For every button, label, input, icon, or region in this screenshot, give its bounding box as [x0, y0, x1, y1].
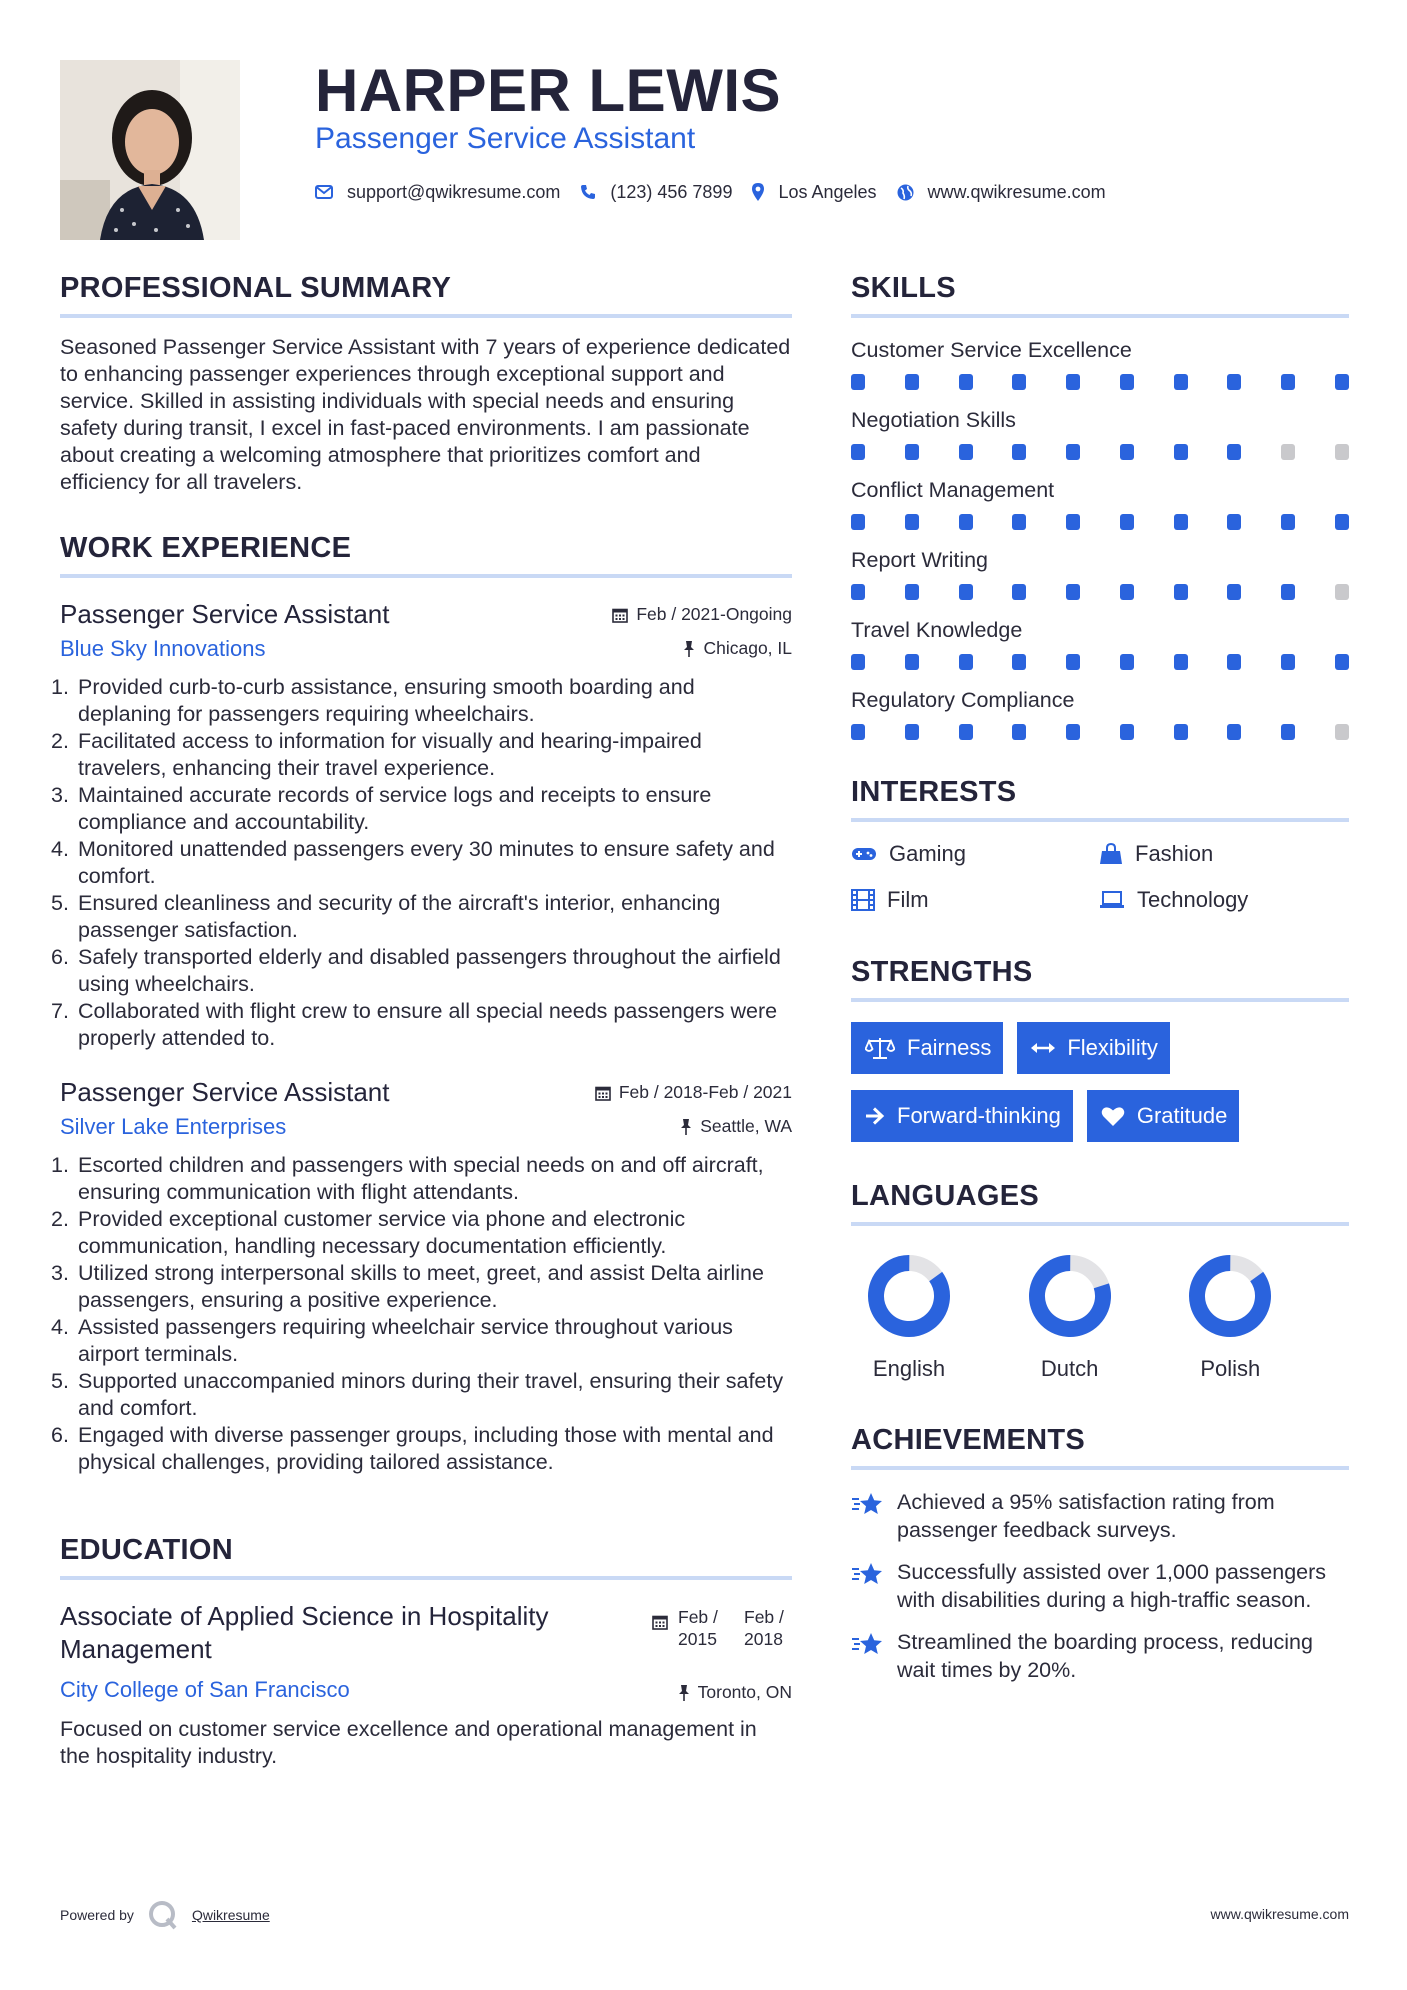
powered-by-label: Powered by: [60, 1907, 134, 1923]
heart-icon: [1101, 1106, 1125, 1127]
rating-dot-filled: [1066, 724, 1080, 740]
rating-dot-filled: [851, 654, 865, 670]
job-bullet: Facilitated access to information for visually and hearing-impaired travelers, enhancing their travel experience.: [78, 729, 702, 780]
job-location: [683, 638, 792, 659]
achievement-text: Streamlined the boarding process, reducing wait times by 20%.: [897, 1630, 1313, 1682]
rating-dot-filled: [905, 444, 919, 460]
contact-email-text: support@qwikresume.com: [347, 181, 561, 202]
job-location-text: Seattle, WA: [700, 1116, 792, 1136]
right-column: [851, 272, 1349, 1684]
contact-phone[interactable]: [580, 182, 732, 203]
arrow-right-icon: [865, 1107, 885, 1125]
interest-item: [1099, 884, 1347, 916]
interests-list: [851, 838, 1349, 916]
skill-rating: [851, 584, 1349, 600]
achievements-list: [851, 1488, 1349, 1684]
star-icon: [851, 1492, 883, 1518]
skill-item: [851, 686, 1349, 740]
rating-dot-filled: [851, 514, 865, 530]
education-dates: [652, 1606, 792, 1650]
strength-label: Gratitude: [1136, 1103, 1228, 1128]
star-icon: [851, 1632, 883, 1658]
rating-dot-filled: [1120, 444, 1134, 460]
contact-location-text: Los Angeles: [778, 181, 877, 202]
skill-item: [851, 476, 1349, 530]
strength-tag: [1087, 1090, 1240, 1142]
rating-dot-filled: [1066, 654, 1080, 670]
rating-dot-filled: [1281, 514, 1295, 530]
rating-dot-filled: [1281, 584, 1295, 600]
skill-name: Conflict Management: [851, 478, 1055, 502]
skills-list: [851, 336, 1349, 740]
rating-dot-filled: [1120, 374, 1134, 390]
rating-dot-filled: [1066, 514, 1080, 530]
skill-rating: [851, 654, 1349, 670]
rating-dot-filled: [1174, 584, 1188, 600]
education-location: [678, 1682, 792, 1703]
job-date: [612, 604, 792, 625]
interest-item: [1099, 838, 1347, 870]
strengths-list: [851, 1022, 1349, 1142]
skill-item: [851, 616, 1349, 670]
star-icon: [851, 1562, 883, 1588]
education-location-text: Toronto, ON: [697, 1682, 792, 1702]
balance-scale-icon: [865, 1037, 895, 1059]
rating-dot-filled: [1120, 584, 1134, 600]
envelope-icon: [315, 185, 333, 199]
job-company: Blue Sky Innovations: [60, 636, 266, 661]
language-level-ring: [1188, 1254, 1272, 1338]
strength-tag: [851, 1090, 1073, 1142]
profile-photo: [60, 60, 240, 240]
job-entry: [60, 596, 792, 1052]
job-date-text: Feb / 2018-Feb / 2021: [618, 1082, 792, 1102]
rating-dot-filled: [1120, 724, 1134, 740]
skill-item: [851, 336, 1349, 390]
ring-fill: [867, 1254, 951, 1338]
rating-dot-filled: [1281, 374, 1295, 390]
job-date-text: Feb / 2021-Ongoing: [636, 604, 792, 624]
education-entry: [60, 1600, 792, 1770]
job-bullet: Monitored unattended passengers every 30 minutes to ensure safety and comfort.: [78, 837, 775, 888]
achievement-text: Achieved a 95% satisfaction rating from passenger feedback surveys.: [897, 1490, 1275, 1542]
rating-dot-filled: [1066, 374, 1080, 390]
interests-heading: INTERESTS: [851, 776, 1349, 822]
skill-item: [851, 546, 1349, 600]
rating-dot-filled: [1227, 514, 1241, 530]
left-column: [60, 272, 792, 1770]
rating-dot-filled: [959, 514, 973, 530]
pin-icon: [680, 1119, 692, 1135]
job-bullet: Collaborated with flight crew to ensure all special needs passengers were properly attended to.: [78, 999, 778, 1050]
rating-dot-filled: [1120, 514, 1134, 530]
rating-dot-filled: [959, 584, 973, 600]
rating-dot-filled: [959, 724, 973, 740]
language-item: [1028, 1254, 1189, 1382]
job-bullet: Engaged with diverse passenger groups, including those with mental and physical challenges, providing tailored assistance.: [78, 1423, 774, 1474]
job-bullet: Utilized strong interpersonal skills to meet, greet, and assist Delta airline passengers, ensuring a positive experience.: [78, 1261, 764, 1312]
skill-rating: [851, 374, 1349, 390]
contact-website-text: www.qwikresume.com: [927, 181, 1106, 202]
map-marker-icon: [752, 183, 764, 201]
rating-dot-filled: [1281, 654, 1295, 670]
contact-email[interactable]: [315, 182, 560, 203]
education-description: Focused on customer service excellence and operational management in the hospitality industry.: [60, 1717, 757, 1768]
job-title: Passenger Service Assistant: [60, 1077, 390, 1107]
strength-tag: [1017, 1022, 1169, 1074]
globe-icon: [897, 184, 914, 201]
achievement-item: [851, 1558, 1349, 1614]
skill-name: Travel Knowledge: [851, 618, 1023, 642]
rating-dot-filled: [1227, 654, 1241, 670]
rating-dot-filled: [851, 724, 865, 740]
rating-dot-filled: [1012, 724, 1026, 740]
contact-location: [752, 182, 876, 203]
language-item: [867, 1254, 1028, 1382]
pin-icon: [683, 641, 695, 657]
job-bullet: Ensured cleanliness and security of the aircraft's interior, enhancing passenger satisfaction.: [78, 891, 721, 942]
interest-label: Gaming: [889, 841, 967, 866]
language-level-ring: [867, 1254, 951, 1338]
rating-dot-filled: [1012, 444, 1026, 460]
skills-heading: SKILLS: [851, 272, 1349, 318]
language-level-ring: [1028, 1254, 1112, 1338]
rating-dot-filled: [959, 374, 973, 390]
skill-rating: [851, 724, 1349, 740]
rating-dot-empty: [1335, 444, 1349, 460]
contact-website[interactable]: [897, 182, 1106, 203]
language-name: Dutch: [1040, 1356, 1099, 1381]
skill-rating: [851, 444, 1349, 460]
skill-name: Negotiation Skills: [851, 408, 1016, 432]
candidate-name: HARPER LEWIS: [315, 57, 782, 124]
education-heading: EDUCATION: [60, 1534, 792, 1580]
job-bullet: Assisted passengers requiring wheelchair service throughout various airport terminals.: [78, 1315, 733, 1366]
shopping-bag-icon: [1099, 843, 1123, 865]
strengths-heading: STRENGTHS: [851, 956, 1349, 1002]
experience-heading: WORK EXPERIENCE: [60, 532, 792, 578]
skill-rating: [851, 514, 1349, 530]
job-bullet: Provided exceptional customer service via phone and electronic communication, handling necessary documentation efficiently.: [78, 1207, 686, 1258]
languages-list: [851, 1254, 1349, 1382]
interest-label: Technology: [1137, 887, 1249, 912]
languages-heading: LANGUAGES: [851, 1180, 1349, 1226]
rating-dot-filled: [905, 584, 919, 600]
education-date-end: Feb / 2018: [744, 1607, 784, 1649]
rating-dot-filled: [1281, 724, 1295, 740]
education-date-start: Feb / 2015: [678, 1607, 718, 1649]
rating-dot-empty: [1335, 584, 1349, 600]
rating-dot-filled: [1174, 724, 1188, 740]
job-bullet: Safely transported elderly and disabled passengers throughout the airfield using wheelchairs.: [78, 945, 781, 996]
summary-text: Seasoned Passenger Service Assistant with 7 years of experience dedicated to enhancing passenger experiences through exceptional support and service. Skilled in assisting individuals with special needs and ensuring safety during transit, I excel in fast-paced environments. I am passionate about creating a welcoming atmosphere that prioritizes comfort and efficiency for all travelers.: [60, 335, 791, 494]
rating-dot-filled: [1012, 374, 1026, 390]
rating-dot-filled: [959, 654, 973, 670]
job-company: Silver Lake Enterprises: [60, 1114, 287, 1139]
education-school: City College of San Francisco: [60, 1677, 350, 1702]
rating-dot-filled: [1227, 724, 1241, 740]
language-name: English: [872, 1356, 946, 1381]
rating-dot-filled: [851, 444, 865, 460]
qwikresume-link[interactable]: Qwikresume: [191, 1907, 270, 1923]
strength-label: Fairness: [907, 1035, 992, 1060]
skill-name: Report Writing: [851, 548, 989, 572]
rating-dot-filled: [1174, 654, 1188, 670]
pin-icon: [678, 1685, 690, 1701]
interest-item: [851, 884, 1099, 916]
job-date: [595, 1082, 792, 1103]
rating-dot-filled: [851, 374, 865, 390]
gamepad-icon: [851, 846, 877, 862]
footer-powered-by: [60, 1900, 270, 1930]
rating-dot-empty: [1281, 444, 1295, 460]
interest-label: Film: [887, 887, 929, 912]
rating-dot-filled: [1335, 374, 1349, 390]
language-item: [1188, 1254, 1349, 1382]
job-bullet: Supported unaccompanied minors during their travel, ensuring their safety and comfort.: [78, 1369, 784, 1420]
job-title: Passenger Service Assistant: [60, 599, 390, 629]
ring-fill: [1028, 1254, 1111, 1337]
job-bullet: Provided curb-to-curb assistance, ensuring smooth boarding and deplaning for passengers requiring wheelchairs.: [78, 675, 695, 726]
interest-item: [851, 838, 1099, 870]
calendar-icon: [652, 1614, 668, 1630]
job-entry: [60, 1074, 792, 1476]
rating-dot-filled: [1066, 584, 1080, 600]
rating-dot-filled: [1174, 374, 1188, 390]
job-bullet: Escorted children and passengers with special needs on and off aircraft, ensuring communication with flight attendants.: [78, 1153, 764, 1204]
footer-url[interactable]: www.qwikresume.com: [1210, 1906, 1349, 1922]
rating-dot-filled: [1174, 514, 1188, 530]
rating-dot-filled: [905, 654, 919, 670]
strength-label: Flexibility: [1067, 1035, 1158, 1060]
summary-heading: PROFESSIONAL SUMMARY: [60, 272, 792, 318]
job-location: [680, 1116, 792, 1137]
job-bullet: Maintained accurate records of service logs and receipts to ensure compliance and accountability.: [78, 783, 712, 834]
calendar-icon: [612, 607, 628, 623]
rating-dot-filled: [1012, 514, 1026, 530]
film-icon: [851, 889, 875, 911]
rating-dot-empty: [1335, 724, 1349, 740]
achievement-item: [851, 1628, 1349, 1684]
qwikresume-logo-icon: [148, 1900, 178, 1930]
contact-bar: [315, 180, 1126, 204]
rating-dot-filled: [905, 514, 919, 530]
phone-icon: [580, 184, 596, 200]
arrows-horizontal-icon: [1031, 1041, 1055, 1055]
candidate-title: Passenger Service Assistant: [315, 122, 696, 155]
rating-dot-filled: [905, 724, 919, 740]
language-name: Polish: [1200, 1356, 1261, 1381]
rating-dot-filled: [1120, 654, 1134, 670]
strength-tag: [851, 1022, 1003, 1074]
rating-dot-filled: [1335, 654, 1349, 670]
rating-dot-filled: [1335, 514, 1349, 530]
rating-dot-filled: [851, 584, 865, 600]
job-bullets: [60, 1152, 792, 1476]
rating-dot-filled: [1012, 584, 1026, 600]
education-degree: Associate of Applied Science in Hospitality Management: [60, 1601, 549, 1664]
rating-dot-filled: [1012, 654, 1026, 670]
contact-phone-text: (123) 456 7899: [610, 181, 733, 202]
interest-label: Fashion: [1135, 841, 1214, 866]
rating-dot-filled: [959, 444, 973, 460]
job-bullets: [60, 674, 792, 1052]
job-location-text: Chicago, IL: [703, 638, 792, 658]
rating-dot-filled: [1174, 444, 1188, 460]
skill-item: [851, 406, 1349, 460]
strength-label: Forward-thinking: [897, 1103, 1061, 1128]
rating-dot-filled: [1227, 584, 1241, 600]
achievements-heading: ACHIEVEMENTS: [851, 1424, 1349, 1470]
skill-name: Regulatory Compliance: [851, 688, 1075, 712]
skill-name: Customer Service Excellence: [851, 338, 1132, 362]
calendar-icon: [595, 1085, 611, 1101]
rating-dot-filled: [905, 374, 919, 390]
achievement-text: Successfully assisted over 1,000 passengers with disabilities during a high-traffic season.: [897, 1560, 1327, 1612]
laptop-icon: [1099, 890, 1125, 910]
rating-dot-filled: [1227, 374, 1241, 390]
achievement-item: [851, 1488, 1349, 1544]
rating-dot-filled: [1066, 444, 1080, 460]
rating-dot-filled: [1227, 444, 1241, 460]
ring-fill: [1188, 1254, 1272, 1338]
